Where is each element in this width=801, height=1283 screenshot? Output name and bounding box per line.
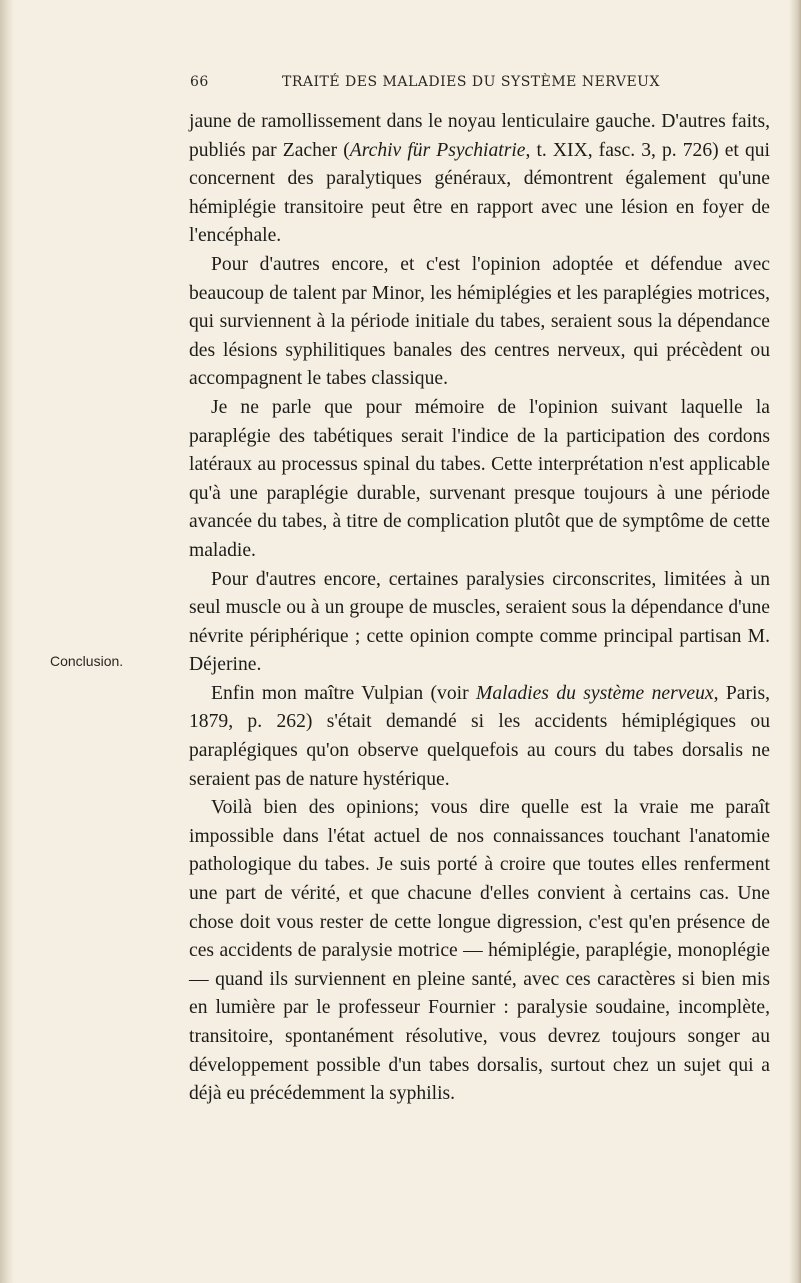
paragraph <box>189 566 770 680</box>
paragraph <box>189 680 770 794</box>
text-run: , Paris, 1879, p. 262) s'était demandé si les accidents hémiplégiques ou paraplégiques qu'on observe quelquefois au cours du tabes dorsalis ne seraient pas de nature hystérique. <box>189 682 770 790</box>
text-run: Je ne parle que pour mémoire de l'opinion suivant laquelle la paraplégie des tabétiques serait l'indice de la participation des cordons latéraux au processus spinal du tabes. Cette interprétation n'est applicable qu'à une paraplégie durable, survenant presque toujours à une période avancée du tabes, à titre de complication plutôt que de symptôme de cette maladie. <box>189 396 770 561</box>
paragraph <box>189 108 770 251</box>
body-text <box>189 108 770 1109</box>
italic-citation: Archiv für Psychiatrie <box>349 139 526 161</box>
page-number: 66 <box>190 74 209 90</box>
text-run: Voilà bien des opinions; vous dire quelle est la vraie me paraît impossible dans l'état actuel de nos connaissances touchant l'anatomie pathologique du tabes. Je suis porté à croire que toutes elles renferment une part de vérité, et que chacune d'elles convient à certains cas. Une chose doit vous rester de cette longue digression, c'est qu'en présence de ces accidents de paralysie motrice — hémiplégie, paraplégie, monoplégie — quand ils surviennent en pleine santé, avec ces caractères si bien mis en lumière par le professeur Fournier : paralysie soudaine, incomplète, transitoire, spontanément résolutive, vous devrez toujours songer au développement possible d'un tabes dorsalis, surtout chez un sujet qui a déjà eu précédemment la syphilis. <box>189 797 770 1105</box>
text-run: Pour d'autres encore, et c'est l'opinion adoptée et défendue avec beaucoup de talent par Minor, les hémiplégies et les paraplégies motrices, qui surviennent à la période initiale du tabes, seraient sous la dépendance des lésions syphilitiques banales des centres nerveux, qui précèdent ou accompagnent le tabes classique. <box>189 253 770 390</box>
text-run: , t. XIX, fasc. 3, p. 726) et qui concernent des paralytiques généraux, démontrent également qu'une hémiplégie transitoire peut être en rapport avec une lésion en foyer de l'encéphale. <box>189 139 770 247</box>
paragraph <box>189 394 770 566</box>
text-run: jaune de ramollissement dans le noyau lenticulaire gauche. D'autres faits, publiés par Zacher ( <box>189 111 770 161</box>
text-run: Pour d'autres encore, certaines paralysies circonscrites, limitées à un seul muscle ou à un groupe de muscles, seraient sous la dépendance d'une névrite périphérique ; cette opinion compte comme principal partisan M. Déjerine. <box>189 568 770 676</box>
marginal-note: Conclusion. <box>50 653 124 669</box>
italic-citation: Maladies du système nerveux <box>476 682 714 704</box>
page-edge <box>789 0 801 1283</box>
text-run: Enfin mon maître Vulpian (voir <box>211 682 477 704</box>
running-title: TRAITÉ DES MALADIES DU SYSTÈME NERVEUX <box>282 74 660 90</box>
paragraph <box>189 251 770 394</box>
binding-gutter <box>0 0 14 1283</box>
paragraph <box>189 794 770 1109</box>
